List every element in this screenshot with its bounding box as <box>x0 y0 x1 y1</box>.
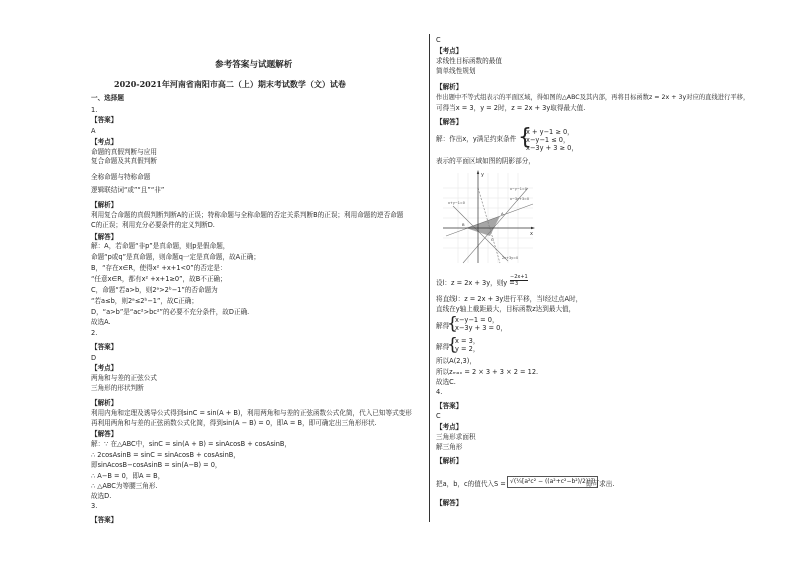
column-divider <box>429 34 430 522</box>
q1-step-7: D，“a>b”是“ac²>bc²”的必要不充分条件，故D正确. <box>91 308 250 316</box>
page-subtitle: 2020-2021年河南省南阳市高二（上）期末考试数学（文）试卷 <box>114 79 346 89</box>
q1-kaodian-1: 命题的真假判断与应用 <box>91 148 157 156</box>
constraint-1: x + y−1 ≥ 0， <box>526 128 574 136</box>
q1-step-3: B，“存在x∈R，使得x² +x+1<0”的否定是： <box>91 264 227 272</box>
system-brace-2: { <box>447 335 458 355</box>
q3-step-7: 解得 <box>436 343 450 351</box>
q2-step-3: 即sinAcosB−cosAsinB = sin(A−B) = 0， <box>91 461 222 469</box>
q4-jiexi-1: 把a，b，c的值代入S = <box>436 480 506 488</box>
q1-kaodian-2: 复合命题及其真假判断 <box>91 157 157 165</box>
constraint-brace: { <box>518 125 532 150</box>
q1-kaodian-4: 逻辑联结词“或”“且”“非” <box>91 186 165 194</box>
q3-step-2: 表示的平面区域如图的阴影部分， <box>436 157 535 165</box>
label-line-2: x−3y+3=0 <box>510 197 530 201</box>
q3-answer-tag: 【答案】 <box>91 516 118 524</box>
q3-kaodian-2: 简单线性规划 <box>436 67 476 75</box>
q1-step-2: 命题“p或q”是真命题，则命题q一定是真命题，故A正确； <box>91 253 260 261</box>
q3-kaodian-1: 求线性目标函数的最值 <box>436 57 502 65</box>
solution-y: y = 2， <box>455 345 480 353</box>
q1-step-6: “若a≤b，则2ᵃ≤2ᵇ−1”，故C正确； <box>91 297 198 305</box>
q1-number: 1. <box>91 106 98 114</box>
label-objective: 2x+3y=0 <box>502 256 519 260</box>
q1-jiexi-2: C的正误；利用充分必要条件的定义判断D. <box>91 221 215 229</box>
q3-step-8: 所以A(2,3)， <box>436 357 476 365</box>
q2-kaodian-1: 两角和与差的正弦公式 <box>91 374 157 382</box>
q1-kaodian-tag: 【考点】 <box>91 138 118 146</box>
q3-jiexi-1: 作出题中不等式组表示的平面区域，得如图的△ABC及其内部，再将目标函数z = 2x + 3y对应的直线进行平移， <box>436 94 750 101</box>
q4-jieda-tag: 【解答】 <box>436 499 463 507</box>
label-line-3: x+y−1=0 <box>448 201 465 205</box>
q4-kaodian-tag: 【考点】 <box>436 423 463 431</box>
section-heading: 一、选择题 <box>91 94 124 102</box>
q1-jieda-tag: 【解答】 <box>91 233 118 241</box>
fraction-denominator: 3 <box>515 281 519 287</box>
q3-jiexi-tag: 【解析】 <box>436 83 463 91</box>
q3-answer: C <box>436 36 441 44</box>
q1-jiexi-1: 利用复合命题的真假判断判断A的正误；特称命题与全称命题的否定关系判断B的正误；利用命题的逆否命题 <box>91 211 404 219</box>
label-point-b: B <box>462 222 465 227</box>
area-formula: √(¼[a²c² − ((a²+c²−b²)/2)²]) <box>507 476 598 488</box>
label-point-a: A <box>501 211 504 216</box>
x-axis-label: x <box>530 231 533 237</box>
q4-number: 4. <box>436 388 443 396</box>
q1-answer-tag: 【答案】 <box>91 116 118 124</box>
q4-jiexi-tag: 【解析】 <box>436 457 463 465</box>
q1-answer: A <box>91 127 96 135</box>
q3-kaodian-tag: 【考点】 <box>436 47 463 55</box>
q2-kaodian-2: 三角形的形状判断 <box>91 384 144 392</box>
q1-kaodian-3: 全称命题与特称命题 <box>91 173 151 181</box>
q1-step-5: C，命题“若a>b，则2ᵃ>2ᵇ−1”的否命题为 <box>91 286 218 294</box>
q1-jiexi-tag: 【解析】 <box>91 201 118 209</box>
page-title: 参考答案与试题解析 <box>215 60 293 70</box>
q1-choice: 故选A. <box>91 318 111 326</box>
q2-choice: 故选D. <box>91 492 112 500</box>
q4-jiexi-2: 即可求出. <box>586 480 615 488</box>
q1-step-1: 解：A，若命题“非p”是真命题，则p是假命题， <box>91 242 230 250</box>
q3-step-3: 设l：z = 2x + 3y，则y = <box>436 279 515 287</box>
q3-step-1: 解：作出x，y满足约束条件 <box>436 135 517 143</box>
constraint-2: x−y−1 ≤ 0， <box>526 136 570 144</box>
label-line-1: x−y−1=0 <box>510 187 527 191</box>
q2-step-1: 解：∵ 在△ABC中，sinC = sin(A + B) = sinAcosB + cosAsinB， <box>91 440 292 448</box>
q2-jiexi-2: 再利用两角和与差的正弦函数公式化简，得到sin(A − B) = 0，即A = B，即可确定出三角形形状. <box>91 419 377 427</box>
q2-answer: D <box>91 354 97 362</box>
q2-number: 2. <box>91 329 98 337</box>
y-axis-label: y <box>481 172 484 178</box>
q1-step-4: “任意x∈R，都有x² +x+1≥0”，故B不正确； <box>91 275 227 283</box>
system-eq-2: x−3y + 3 = 0， <box>455 324 507 332</box>
q3-number: 3. <box>91 502 98 510</box>
q3-jieda-tag: 【解答】 <box>436 118 463 126</box>
feasible-region-figure <box>438 168 538 268</box>
q3-step-6: 解得 <box>436 322 450 330</box>
q3-jiexi-2: 可得当x = 3，y = 2时，z = 2x + 3y取得最大值. <box>436 104 586 112</box>
q2-jiexi-tag: 【解析】 <box>91 399 118 407</box>
q3-step-4: 将直线l：z = 2x + 3y进行平移，当l经过点A时， <box>436 295 583 303</box>
system-eq-1: x−y−1 = 0， <box>455 316 499 324</box>
q2-step-5: ∴ △ABC为等腰三角形. <box>91 482 158 490</box>
q4-answer: C <box>436 412 441 420</box>
q2-jieda-tag: 【解答】 <box>91 430 118 438</box>
q3-choice: 故选C. <box>436 378 456 386</box>
q2-jiexi-1: 利用内角和定理及诱导公式得到sinC = sin(A + B)，利用两角和与差的正弦函数公式化简，代入已知等式变形 <box>91 409 412 417</box>
q2-answer-tag: 【答案】 <box>91 343 118 351</box>
constraint-3: x−3y + 3 ≥ 0， <box>526 144 578 152</box>
q4-answer-tag: 【答案】 <box>436 402 463 410</box>
solution-x: x = 3， <box>455 337 480 345</box>
system-brace-1: { <box>447 314 458 334</box>
q2-kaodian-tag: 【考点】 <box>91 364 118 372</box>
q3-step-5: 直线在y轴上截距最大，目标函数z达到最大值， <box>436 305 576 313</box>
label-point-c: C <box>491 237 494 242</box>
q4-kaodian-2: 解三角形 <box>436 443 463 451</box>
q2-step-4: ∴ A−B = 0，即A = B， <box>91 472 165 480</box>
q4-kaodian-1: 三角形求面积 <box>436 433 476 441</box>
fraction-numerator: −2x+1 <box>510 274 528 280</box>
q3-step-9: 所以zₘₐₓ = 2 × 3 + 3 × 2 = 12. <box>436 368 539 376</box>
q2-step-2: ∴ 2cosAsinB = sinC = sinAcosB + cosAsinB， <box>91 451 240 459</box>
